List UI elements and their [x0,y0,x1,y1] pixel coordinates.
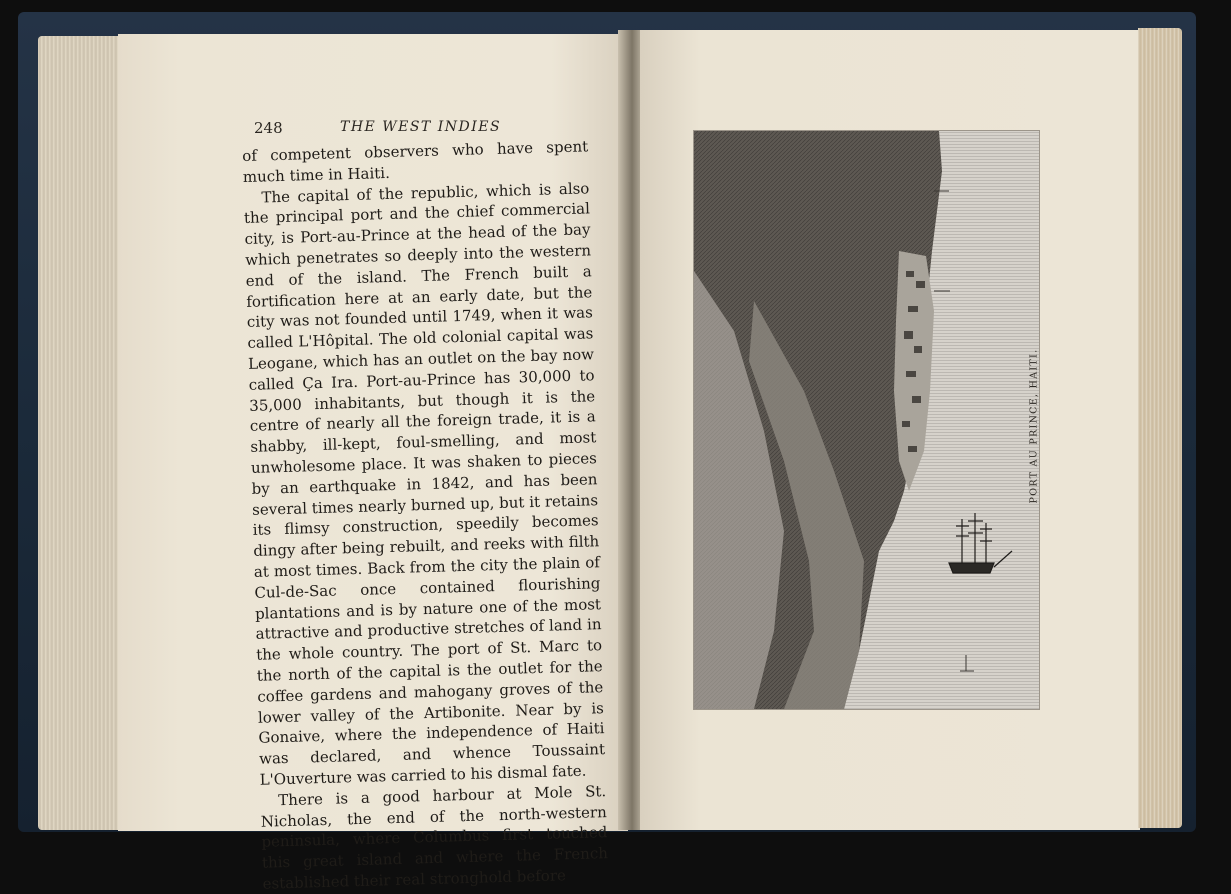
engraving-plate [693,130,1040,710]
paragraph-harbour: There is a good harbour at Mole St. Nicholas, the end of the north-western peninsula, where Columbus first touched this great island and where the French established their real stronghold before [260,781,609,893]
paragraph-capital: The capital of the republic, which is also the principal port and the chief commercial city, is Port-au-Prince at the head of the bay which penetrates so deeply into the western end of the island. The French built a fortification here at an early date, but the city was not founded until 1749, when it was called L'Hôpital. The old colonial capital was Leogane, which has an outlet on the bay now called Ça Ira. Port-au-Prince has 30,000 to 35,000 inhabitants, but though it is the centre of nearly all the foreign trade, it is a shabby, ill-kept, foul-smelling, and most unwholesome place. It was shaken to pieces by an earthquake in 1842, and has been several times nearly burned up, but it retains its flimsy construction, speedily becomes dingy after being rebuilt, and reeks with filth at most times. Back from the city the plain of Cul-de-Sac once contained flourishing plantations and is by nature one of the most attractive and productive stretches of land in the whole country. The port of St. Marc to the north of the capital is the outlet for the coffee gardens and mahogany groves of the lower valley of the Artibonite. Near by is Gonaive, where the independence of Haiti was declared, and whence Toussaint L'Ouverture was carried to his dismal fate. [243,178,606,789]
right-page-edges [1138,28,1182,828]
paragraph-continued: of competent observers who have spent much time in Haiti. [242,137,589,186]
page-number: 248 [254,119,283,137]
plate-caption: PORT AU PRINCE, HAITI. [1028,348,1040,504]
left-page-edges [38,36,128,830]
harbour-engraving [694,131,1039,709]
body-text [242,136,609,894]
running-title: THE WEST INDIES [340,119,502,135]
